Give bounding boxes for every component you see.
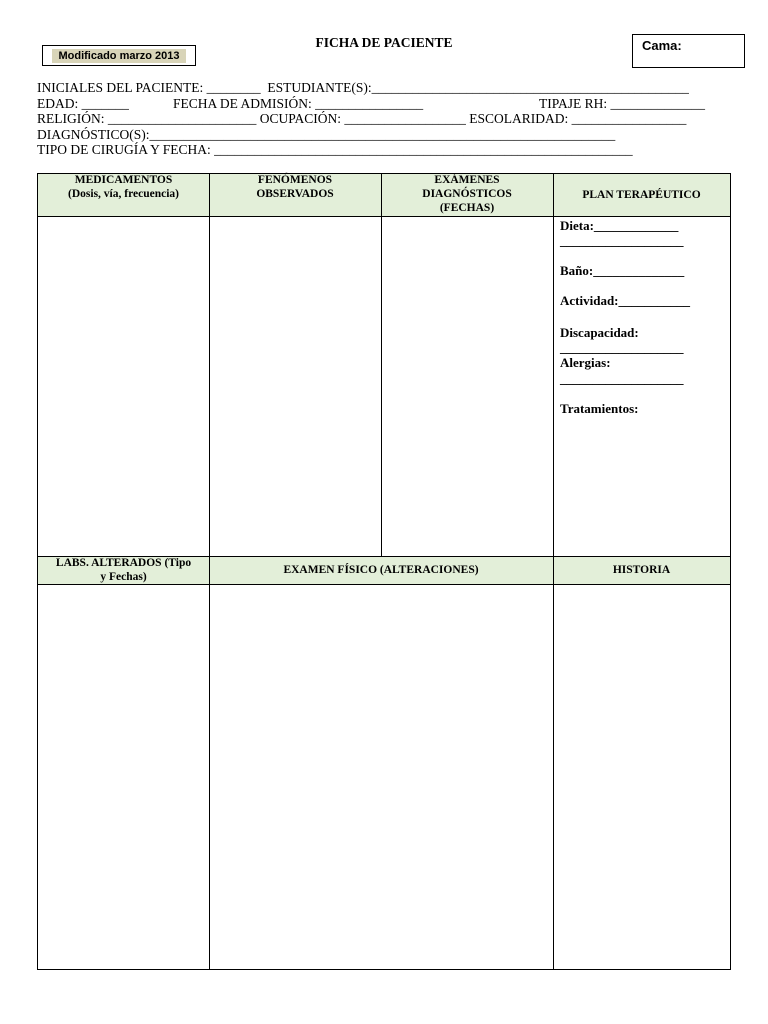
- treatments-label: Tratamientos:: [560, 401, 639, 416]
- bath-field[interactable]: Baño:______________: [560, 263, 685, 278]
- disability-line[interactable]: ___________________: [560, 340, 684, 355]
- physical-exam-header: [209, 556, 553, 584]
- page-title: FICHA DE PACIENTE: [315, 35, 453, 50]
- column-divider-3: [553, 173, 554, 970]
- history-header-text: HISTORIA: [612, 564, 671, 576]
- admission-date-field[interactable]: FECHA DE ADMISIÓN: ________________: [173, 96, 424, 111]
- altered-labs-header: [38, 556, 209, 584]
- medications-header-text: MEDICAMENTOS (Dosis, vía, frecuencia): [68, 174, 179, 200]
- religion-occupation-education-line[interactable]: RELIGIÓN: ______________________ OCUPACIÓN: __________________ ESCOLARIDAD: _________________: [37, 111, 687, 126]
- rh-type-field[interactable]: TIPAJE RH: ______________: [539, 96, 706, 111]
- bed-field[interactable]: [632, 34, 745, 68]
- therapeutic-plan-header: [553, 174, 730, 216]
- diet-extra-line[interactable]: ___________________: [560, 233, 684, 248]
- bed-label: Cama:: [642, 38, 682, 53]
- bottom-header-divider: [37, 584, 731, 585]
- table-left-border: [37, 173, 38, 970]
- physical-exam-header-text: EXAMEN FÍSICO (ALTERACIONES): [283, 564, 479, 576]
- medications-header: [38, 172, 209, 202]
- altered-labs-cell[interactable]: [38, 584, 209, 969]
- table-bottom-border: [37, 969, 731, 970]
- observed-phenomena-header: [209, 172, 381, 202]
- section-divider: [37, 556, 731, 557]
- observed-phenomena-cell[interactable]: [209, 216, 381, 556]
- top-header-divider: [37, 216, 731, 217]
- diagnostic-exams-cell[interactable]: [381, 216, 553, 556]
- diet-field[interactable]: Dieta:_____________: [560, 218, 679, 233]
- allergies-label: Alergias:: [560, 355, 611, 370]
- activity-field[interactable]: Actividad:___________: [560, 293, 690, 308]
- table-right-border: [730, 173, 731, 970]
- altered-labs-header-text: LABS. ALTERADOS (Tipo y Fechas): [55, 557, 192, 583]
- diagnostic-exams-header: [381, 172, 553, 216]
- observed-phenomena-header-text: FENÓMENOS OBSERVADOS: [256, 174, 334, 200]
- column-divider-1: [209, 173, 210, 970]
- physical-exam-cell[interactable]: [209, 584, 553, 969]
- disability-label: Discapacidad:: [560, 325, 639, 340]
- patient-initials-student-line[interactable]: INICIALES DEL PACIENTE: ________ ESTUDIANTE(S):_______________________________________________: [37, 80, 689, 95]
- medications-cell[interactable]: [38, 216, 209, 556]
- history-cell[interactable]: [553, 584, 730, 969]
- diagnostic-exams-header-text: EXÁMENES DIAGNÓSTICOS (FECHAS): [422, 174, 512, 214]
- diagnosis-field[interactable]: DIAGNÓSTICO(S):_____________________________________________________________________: [37, 127, 616, 142]
- history-header: [553, 556, 730, 584]
- surgery-type-date-field[interactable]: TIPO DE CIRUGÍA Y FECHA: ______________________________________________________________: [37, 142, 633, 157]
- table-top-border: [37, 173, 731, 174]
- age-field[interactable]: EDAD: _______: [37, 96, 129, 111]
- column-divider-2: [381, 173, 382, 557]
- modified-date-text: Modificado marzo 2013: [52, 49, 185, 63]
- allergies-line[interactable]: ___________________: [560, 371, 684, 386]
- therapeutic-plan-header-text: PLAN TERAPÉUTICO: [582, 189, 701, 201]
